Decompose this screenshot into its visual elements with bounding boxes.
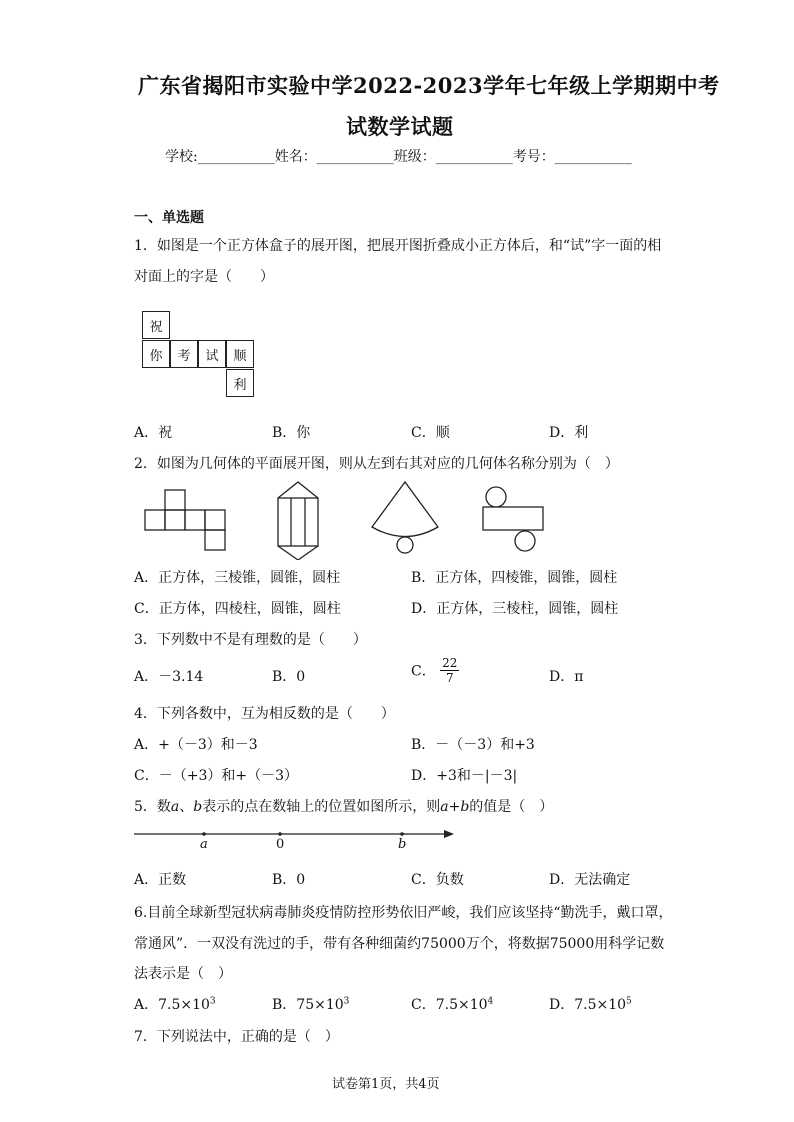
point-zero-dot xyxy=(278,832,282,836)
net-cell-li: 利 xyxy=(226,369,254,397)
question-6-line1: 6.目前全球新型冠状病毒肺炎疫情防控形势依旧严峻，我们应该坚持“勤洗手，戴口罩， xyxy=(134,905,673,921)
q6-option-d-exponent: 5 xyxy=(626,996,632,1007)
q5-expression: a+b xyxy=(440,799,470,815)
axis-label-a: a xyxy=(200,837,208,852)
student-info-line: 学校:___________姓名：___________班级：___________考号：___________ xyxy=(165,149,632,165)
question-2-text: 2．如图为几何体的平面展开图，则从左到右其对应的几何体名称分别为（ ） xyxy=(134,456,619,472)
q3-option-c xyxy=(411,656,459,685)
question-4-text: 4．下列各数中，互为相反数的是（ ） xyxy=(134,706,395,722)
page-footer: 试卷第1页，共4页 xyxy=(332,1077,440,1092)
fraction-22-over-7 xyxy=(440,656,459,685)
q6-option-c-exponent: 4 xyxy=(487,996,494,1007)
q6-option-b-exponent: 3 xyxy=(343,996,350,1007)
q3-option-c-label: C． xyxy=(411,663,436,680)
q5-option-b: B．0 xyxy=(272,872,306,888)
q6-option-b xyxy=(272,994,349,1014)
q3-option-d: D．π xyxy=(549,669,584,685)
q6-option-c xyxy=(411,994,493,1014)
q5-option-c: C．负数 xyxy=(411,872,464,888)
net-cell-shun: 顺 xyxy=(226,340,254,368)
q5-text-part1: 5．数 xyxy=(134,799,171,815)
fraction-denominator: 7 xyxy=(445,671,454,685)
q6-option-a xyxy=(134,994,216,1014)
q1-option-b: B．你 xyxy=(272,425,311,441)
point-b-dot xyxy=(400,832,404,836)
q5-text-part3: 表示的点在数轴上的位置如图所示，则 xyxy=(202,799,441,815)
section-heading-single-choice: 一、单选题 xyxy=(134,210,204,226)
triangular-prism-net-shape xyxy=(278,482,318,560)
question-3-text: 3．下列数中不是有理数的是（ ） xyxy=(134,632,367,648)
cylinder-net-shape xyxy=(483,487,543,551)
question-5-text xyxy=(134,796,553,816)
q3-option-a: A．－3.14 xyxy=(134,669,204,685)
q5-text-part4: 的值是（ ） xyxy=(469,799,554,815)
page-title-line1: 广东省揭阳市实验中学2022-2023学年七年级上学期期中考 xyxy=(138,73,720,98)
q4-option-a: A．+（－3）和－3 xyxy=(134,737,258,753)
q5-option-a: A．正数 xyxy=(134,872,187,888)
q6-option-a-base: A．7.5×10 xyxy=(134,997,210,1013)
q6-option-c-base: C．7.5×10 xyxy=(411,997,488,1013)
question-1-line2: 对面上的字是（ ） xyxy=(134,269,274,285)
number-line-arrow xyxy=(444,830,454,838)
q4-option-c: C．－（+3）和+（－3） xyxy=(134,768,298,784)
axis-label-b: b xyxy=(398,837,407,852)
net-cell-zhu: 祝 xyxy=(142,311,170,339)
q6-option-b-base: B．75×10 xyxy=(272,997,344,1013)
q5-var-b: b xyxy=(193,799,203,815)
q6-option-d-base: D．7.5×10 xyxy=(549,997,627,1013)
q5-option-d: D．无法确定 xyxy=(549,872,631,888)
q1-option-a: A．祝 xyxy=(134,425,173,441)
q1-option-d: D．利 xyxy=(549,425,589,441)
q4-option-d: D．+3和－|－3| xyxy=(411,768,518,784)
point-a-dot xyxy=(202,832,206,836)
q5-var-a: a xyxy=(170,799,180,815)
net-cell-kao: 考 xyxy=(170,340,198,368)
q5-text-part2: 、 xyxy=(179,799,194,815)
page-title-line2: 试数学试题 xyxy=(346,114,454,139)
q6-option-a-exponent: 3 xyxy=(209,996,216,1007)
cube-net-shape xyxy=(145,490,225,550)
number-line xyxy=(130,826,460,856)
question-6-line2: 常通风”．一双没有洗过的手，带有各种细菌约75000万个，将数据75000用科学记数 xyxy=(134,936,665,952)
q2-option-c: C．正方体，四棱柱，圆锥，圆柱 xyxy=(134,601,341,617)
cone-net-shape xyxy=(372,482,438,553)
net-cell-ni: 你 xyxy=(142,340,170,368)
q3-option-b: B．0 xyxy=(272,669,306,685)
q1-option-c: C．顺 xyxy=(411,425,450,441)
net-cell-shi: 试 xyxy=(198,340,226,368)
q4-option-b: B．－（－3）和+3 xyxy=(411,737,535,753)
q2-option-d: D．正方体，三棱柱，圆锥，圆柱 xyxy=(411,601,619,617)
fraction-numerator: 22 xyxy=(442,656,458,670)
question-1-line1: 1．如图是一个正方体盒子的展开图，把展开图折叠成小正方体后，和“试”字一面的相 xyxy=(134,238,662,254)
solid-nets-figure xyxy=(130,480,650,560)
question-6-line3: 法表示是（ ） xyxy=(134,966,232,982)
q2-option-b: B．正方体，四棱锥，圆锥，圆柱 xyxy=(411,570,618,586)
axis-label-zero: 0 xyxy=(276,837,285,852)
q2-option-a: A．正方体，三棱锥，圆锥，圆柱 xyxy=(134,570,341,586)
q6-option-d xyxy=(549,994,632,1014)
question-7-text: 7．下列说法中，正确的是（ ） xyxy=(134,1029,339,1045)
